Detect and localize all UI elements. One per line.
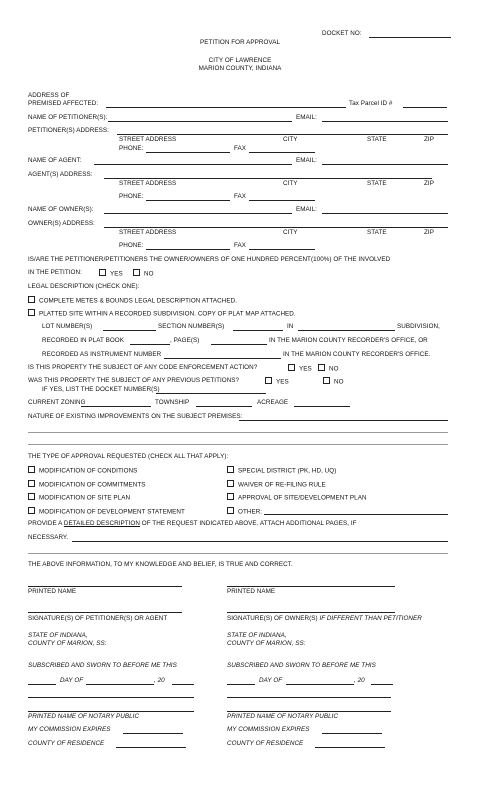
right-year-field[interactable] — [371, 684, 393, 685]
previous-yes-option[interactable] — [265, 377, 289, 387]
subdivision-label: SUBDIVISION, — [397, 323, 440, 330]
county-name: MARION COUNTY, INDIANA — [198, 65, 282, 72]
petitioner-email-label: EMAIL: — [296, 114, 317, 121]
petitioner-address-field[interactable] — [117, 134, 448, 135]
pages-label: , PAGE(S) — [170, 337, 200, 344]
right-residence-field[interactable] — [315, 747, 385, 748]
approval-option-commitments[interactable] — [28, 480, 146, 490]
instrument-field[interactable] — [164, 358, 281, 359]
agent-email-label: EMAIL: — [296, 157, 317, 164]
approval-dev-statement-checkbox[interactable] — [28, 507, 35, 514]
owner-phone-label: PHONE: — [119, 242, 144, 249]
necessary-label: NECESSARY. — [28, 534, 69, 541]
improvements-field[interactable] — [239, 420, 448, 421]
ownership-question: IS/ARE THE PETITIONER/PETITIONERS THE OWNER/OWNERS OF ONE HUNDRED PERCENT(100%) OF THE INVOLVED — [28, 256, 391, 263]
owner-phone-field[interactable] — [146, 249, 230, 250]
premises-address-field[interactable] — [106, 107, 346, 108]
petitioner-city-caption: CITY — [283, 136, 298, 143]
address-label-2: PREMISED AFFECTED: — [28, 100, 99, 107]
petitioner-printed-name-field[interactable] — [28, 586, 182, 587]
agent-name-field[interactable] — [94, 164, 292, 165]
left-notary-caption: PRINTED NAME OF NOTARY PUBLIC — [28, 713, 140, 720]
docket-list-field[interactable] — [156, 393, 266, 394]
improvements-label: NATURE OF EXISTING IMPROVEMENTS ON THE SUBJECT PREMISES: — [28, 413, 243, 420]
ownership-no-option[interactable] — [133, 269, 154, 279]
owner-city-caption: CITY — [283, 229, 298, 236]
left-county-label: COUNTY OF MARION, SS: — [28, 640, 107, 647]
right-sworn-text: SUBSCRIBED AND SWORN TO BEFORE ME THIS — [227, 662, 376, 669]
petitioner-street-caption: STREET ADDRESS — [119, 136, 177, 143]
right-day-of-label: DAY OF — [259, 677, 283, 684]
legal-option-1[interactable] — [28, 296, 237, 306]
instrument-label: RECORDED AS INSTRUMENT NUMBER — [42, 351, 162, 358]
legal-option-2[interactable] — [28, 309, 296, 319]
description-line-2[interactable] — [28, 553, 448, 554]
zoning-label: CURRENT ZONING — [28, 399, 86, 406]
docket-label: DOCKET NO: — [322, 30, 362, 37]
owner-fax-label: FAX — [234, 242, 247, 249]
petitioner-state-caption: STATE — [367, 136, 387, 143]
acreage-field[interactable] — [294, 406, 350, 407]
approval-site-plan-checkbox[interactable] — [28, 493, 35, 500]
legal-option-2-label: PLATTED SITE WITHIN A RECORDED SUBDIVISION. COPY OF PLAT MAP ATTACHED. — [39, 310, 296, 318]
left-state-label: STATE OF INDIANA, — [28, 632, 88, 639]
left-notary-name-field[interactable] — [28, 711, 194, 712]
enforcement-yes-option[interactable] — [288, 364, 312, 374]
previous-yes-label: YES — [276, 378, 289, 386]
approval-option-dev-statement[interactable] — [28, 507, 185, 517]
agent-street-caption: STREET ADDRESS — [119, 180, 177, 187]
plat-book-field[interactable] — [130, 344, 170, 345]
plat-book-label: RECORDED IN PLAT BOOK — [42, 337, 124, 344]
approval-heading: THE TYPE OF APPROVAL REQUESTED (CHECK ALL THAT APPLY): — [28, 453, 229, 460]
approval-commitments-label: MODIFICATION OF COMMITMENTS — [39, 481, 146, 489]
petitioner-zip-caption: ZIP — [424, 136, 434, 143]
certification-statement: THE ABOVE INFORMATION, TO MY KNOWLEDGE AND BELIEF, IS TRUE AND CORRECT. — [28, 561, 293, 568]
enforcement-yes-checkbox[interactable] — [288, 364, 295, 371]
provide-pre: PROVIDE A — [28, 520, 63, 527]
petitioner-signature-field[interactable] — [28, 612, 182, 613]
left-day-of-label: DAY OF — [60, 677, 84, 684]
agent-state-caption: STATE — [367, 180, 387, 187]
agent-email-field[interactable] — [322, 164, 448, 165]
approval-other-label: OTHER: — [238, 508, 263, 516]
left-sworn-text: SUBSCRIBED AND SWORN TO BEFORE ME THIS — [28, 662, 177, 669]
petitioner-name-field[interactable] — [108, 121, 292, 122]
legal-option-1-label: COMPLETE METES & BOUNDS LEGAL DESCRIPTION ATTACHED. — [39, 297, 238, 305]
left-residence-label: COUNTY OF RESIDENCE — [28, 740, 105, 747]
agent-zip-caption: ZIP — [424, 180, 434, 187]
petitioner-address-label: PETITIONER(S) ADDRESS: — [28, 127, 109, 134]
section-label: SECTION NUMBER(S) — [158, 323, 225, 330]
approval-dev-statement-label: MODIFICATION OF DEVELOPMENT STATEMENT — [39, 508, 185, 516]
left-year-field[interactable] — [172, 684, 194, 685]
improvements-line-3[interactable] — [28, 444, 448, 445]
right-year-label: , 20 — [354, 677, 365, 684]
approval-option-site-dev-plan[interactable] — [227, 493, 367, 503]
approval-option-special-district[interactable] — [227, 466, 336, 476]
left-commission-field[interactable] — [123, 733, 183, 734]
petitioner-phone-label: PHONE: — [119, 145, 144, 152]
docket-field[interactable] — [369, 37, 451, 38]
left-day-field[interactable] — [28, 684, 56, 685]
lot-field[interactable] — [103, 330, 156, 331]
previous-question: WAS THIS PROPERTY THE SUBJECT OF ANY PREVIOUS PETITIONS? — [28, 377, 240, 384]
agent-fax-label: FAX — [234, 193, 247, 200]
right-commission-field[interactable] — [322, 733, 382, 734]
owner-signature-note: IF DIFFERENT THAN PETITIONER — [319, 615, 422, 622]
township-label: TOWNSHIP — [155, 399, 190, 406]
approval-site-dev-plan-checkbox[interactable] — [227, 493, 234, 500]
right-residence-label: COUNTY OF RESIDENCE — [227, 740, 304, 747]
owner-address-label: OWNER(S) ADDRESS: — [28, 220, 95, 227]
previous-no-label: NO — [334, 378, 344, 386]
owner-zip-caption: ZIP — [424, 229, 434, 236]
owner-fax-field[interactable] — [249, 249, 315, 250]
owner-email-label: EMAIL: — [296, 206, 317, 213]
ownership-yes-option[interactable] — [99, 269, 123, 279]
approval-option-waiver[interactable] — [227, 480, 326, 490]
approval-option-conditions[interactable] — [28, 466, 137, 476]
ownership-no-label: NO — [144, 270, 154, 278]
petitioner-printed-name-caption: PRINTED NAME — [28, 588, 77, 595]
petitioner-email-field[interactable] — [322, 121, 448, 122]
petitioner-phone-field[interactable] — [146, 152, 230, 153]
previous-no-checkbox[interactable] — [323, 377, 330, 384]
left-commission-label: MY COMMISSION EXPIRES — [28, 726, 111, 733]
ownership-yes-checkbox[interactable] — [99, 269, 106, 276]
approval-site-plan-label: MODIFICATION OF SITE PLAN — [39, 494, 131, 502]
right-county-label: COUNTY OF MARION, SS: — [227, 640, 306, 647]
city-name: CITY OF LAWRENCE — [208, 57, 272, 64]
enforcement-no-option[interactable] — [318, 364, 339, 374]
owner-address-field[interactable] — [104, 227, 448, 228]
approval-conditions-label: MODIFICATION OF CONDITIONS — [39, 467, 138, 475]
enforcement-no-label: NO — [329, 365, 339, 373]
agent-address-field[interactable] — [104, 178, 432, 179]
provide-description-text — [28, 520, 357, 528]
right-notary-name-field[interactable] — [227, 711, 391, 712]
tax-parcel-label: Tax Parcel ID # — [349, 100, 393, 107]
enforcement-no-checkbox[interactable] — [318, 364, 325, 371]
enforcement-question: IS THIS PROPERTY THE SUBJECT OF ANY CODE ENFORCEMENT ACTION? — [28, 364, 258, 371]
approval-other-field[interactable] — [264, 514, 448, 515]
legal-heading: LEGAL DESCRIPTION (CHECK ONE): — [28, 283, 140, 290]
owner-printed-name-field[interactable] — [227, 586, 395, 587]
right-day-field[interactable] — [227, 684, 255, 685]
owner-printed-name-caption: PRINTED NAME — [227, 588, 276, 595]
approval-special-district-checkbox[interactable] — [227, 466, 234, 473]
enforcement-yes-label: YES — [299, 365, 312, 373]
previous-no-option[interactable] — [323, 377, 344, 387]
petitioner-fax-label: FAX — [234, 145, 247, 152]
owner-signature-caption — [227, 615, 422, 623]
approval-site-dev-plan-label: APPROVAL OF SITE/DEVELOPMENT PLAN — [238, 494, 367, 502]
recorder-text-2: IN THE MARION COUNTY RECORDER'S OFFICE. — [283, 351, 431, 358]
agent-name-label: NAME OF AGENT: — [28, 157, 82, 164]
owner-signature-field[interactable] — [227, 612, 395, 613]
right-notary-signature-field[interactable] — [227, 697, 391, 698]
left-notary-signature-field[interactable] — [28, 697, 194, 698]
owner-name-field[interactable] — [104, 213, 292, 214]
description-field[interactable] — [72, 541, 448, 542]
owner-email-field[interactable] — [322, 213, 448, 214]
agent-phone-field[interactable] — [146, 200, 230, 201]
previous-yes-checkbox[interactable] — [265, 377, 272, 384]
ownership-no-checkbox[interactable] — [133, 269, 140, 276]
petitioner-name-label: NAME OF PETITIONER(S): — [28, 114, 108, 121]
section-field[interactable] — [233, 330, 283, 331]
approval-waiver-label: WAIVER OF RE-FILING RULE — [238, 481, 326, 489]
approval-commitments-checkbox[interactable] — [28, 480, 35, 487]
right-state-label: STATE OF INDIANA, — [227, 632, 287, 639]
left-residence-field[interactable] — [116, 747, 186, 748]
agent-city-caption: CITY — [283, 180, 298, 187]
petitioner-signature-caption: SIGNATURE(S) OF PETITIONER(S) OR AGENT — [28, 615, 168, 622]
approval-conditions-checkbox[interactable] — [28, 466, 35, 473]
address-label-1: ADDRESS OF — [28, 92, 70, 99]
approval-special-district-label: SPECIAL DISTRICT (PK, HD, UQ) — [238, 467, 337, 475]
zoning-field[interactable] — [81, 406, 151, 407]
acreage-label: ACREAGE — [257, 399, 289, 406]
owner-name-label: NAME OF OWNER(S): — [28, 206, 94, 213]
ownership-yes-label: YES — [110, 270, 123, 278]
provide-post: OF THE REQUEST INDICATED ABOVE. ATTACH ADDITIONAL PAGES, IF — [141, 520, 357, 527]
form-title: PETITION FOR APPROVAL — [199, 39, 280, 46]
right-notary-caption: PRINTED NAME OF NOTARY PUBLIC — [227, 713, 339, 720]
township-field[interactable] — [196, 406, 252, 407]
legal-option-1-checkbox[interactable] — [28, 296, 35, 303]
owner-street-caption: STREET ADDRESS — [119, 229, 177, 236]
right-commission-label: MY COMMISSION EXPIRES — [227, 726, 310, 733]
recorder-text-1: IN THE MARION COUNTY RECORDER'S OFFICE, OR — [269, 337, 428, 344]
right-month-field[interactable] — [286, 684, 354, 685]
legal-option-2-checkbox[interactable] — [28, 309, 35, 316]
approval-waiver-checkbox[interactable] — [227, 480, 234, 487]
agent-fax-field[interactable] — [249, 200, 315, 201]
pages-field[interactable] — [211, 344, 267, 345]
approval-option-site-plan[interactable] — [28, 493, 130, 503]
left-year-label: , 20 — [154, 677, 165, 684]
approval-other-checkbox[interactable] — [227, 507, 234, 514]
in-label: IN — [287, 323, 294, 330]
lot-label: LOT NUMBER(S) — [42, 323, 93, 330]
ownership-in-petition: IN THE PETITION: — [28, 269, 82, 276]
docket-list-label: IF YES, LIST THE DOCKET NUMBER(S) — [42, 386, 160, 393]
agent-phone-label: PHONE: — [119, 193, 144, 200]
left-month-field[interactable] — [86, 684, 154, 685]
detailed-description-link: DETAILED DESCRIPTION — [63, 520, 140, 527]
owner-signature-label: SIGNATURE(S) OF OWNER(S) — [227, 615, 318, 622]
agent-address-label: AGENT(S) ADDRESS: — [28, 171, 93, 178]
tax-parcel-field[interactable] — [403, 107, 447, 108]
improvements-line-2[interactable] — [28, 432, 448, 433]
approval-option-other[interactable] — [227, 507, 262, 517]
subdivision-field[interactable] — [298, 330, 395, 331]
petitioner-fax-field[interactable] — [249, 152, 315, 153]
owner-state-caption: STATE — [367, 229, 387, 236]
